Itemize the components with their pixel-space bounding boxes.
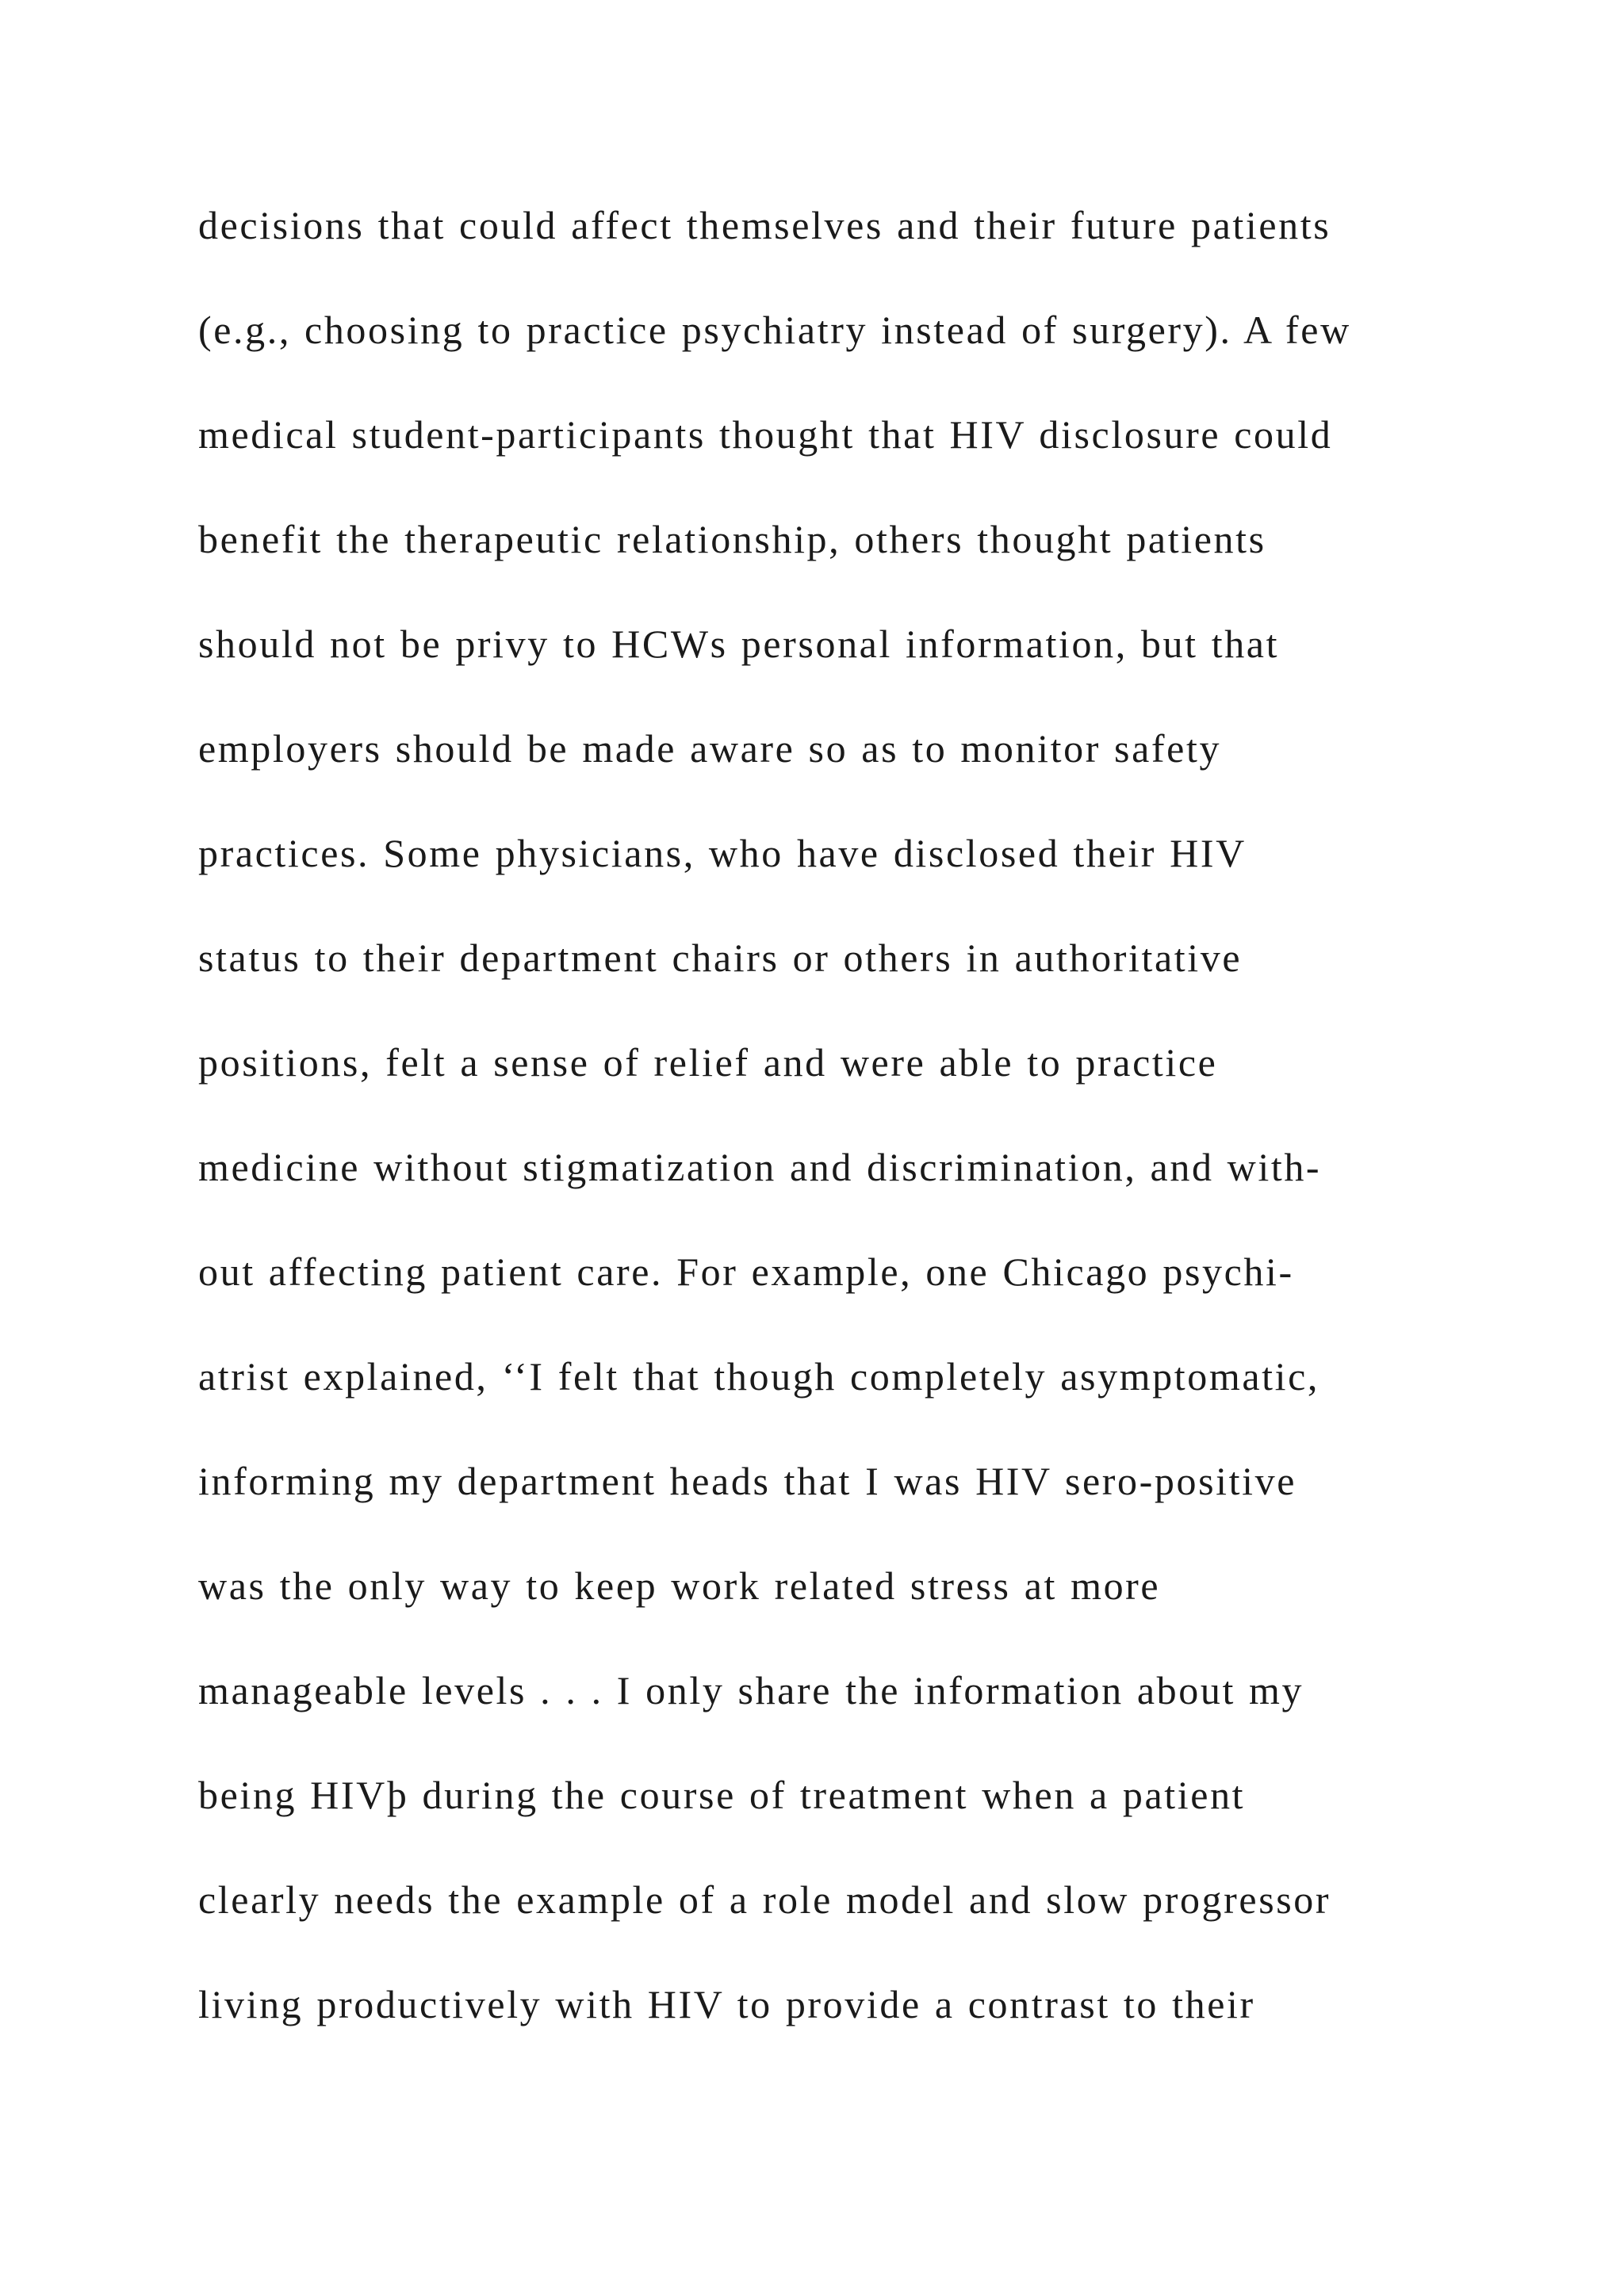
- text-line: benefit the therapeutic relationship, others thought patients: [198, 517, 1266, 561]
- text-line: atrist explained, ‘‘I felt that though completely asymptomatic,: [198, 1354, 1320, 1399]
- text-line: out affecting patient care. For example, one Chicago psychi-: [198, 1249, 1294, 1294]
- text-line: clearly needs the example of a role model and slow progressor: [198, 1877, 1331, 1922]
- text-line: informing my department heads that I was HIV sero-positive: [198, 1459, 1297, 1503]
- text-line: positions, felt a sense of relief and were able to practice: [198, 1040, 1218, 1085]
- text-line: medicine without stigmatization and discrimination, and with-: [198, 1145, 1322, 1189]
- text-line: should not be privy to HCWs personal information, but that: [198, 622, 1280, 666]
- text-line: living productively with HIV to provide a contrast to their: [198, 1982, 1255, 2026]
- text-line: manageable levels . . . I only share the information about my: [198, 1668, 1304, 1712]
- body-text: [198, 193, 1530, 2077]
- text-line: medical student-participants thought that HIV disclosure could: [198, 412, 1333, 457]
- text-line: employers should be made aware so as to monitor safety: [198, 726, 1222, 771]
- text-line: being HIVþ during the course of treatment when a patient: [198, 1773, 1246, 1817]
- text-line: practices. Some physicians, who have disclosed their HIV: [198, 831, 1247, 875]
- text-line: status to their department chairs or others in authoritative: [198, 936, 1243, 980]
- text-line: was the only way to keep work related stress at more: [198, 1563, 1161, 1608]
- text-line: (e.g., choosing to practice psychiatry instead of surgery). A few: [198, 308, 1351, 352]
- text-line: decisions that could affect themselves and their future patients: [198, 203, 1331, 247]
